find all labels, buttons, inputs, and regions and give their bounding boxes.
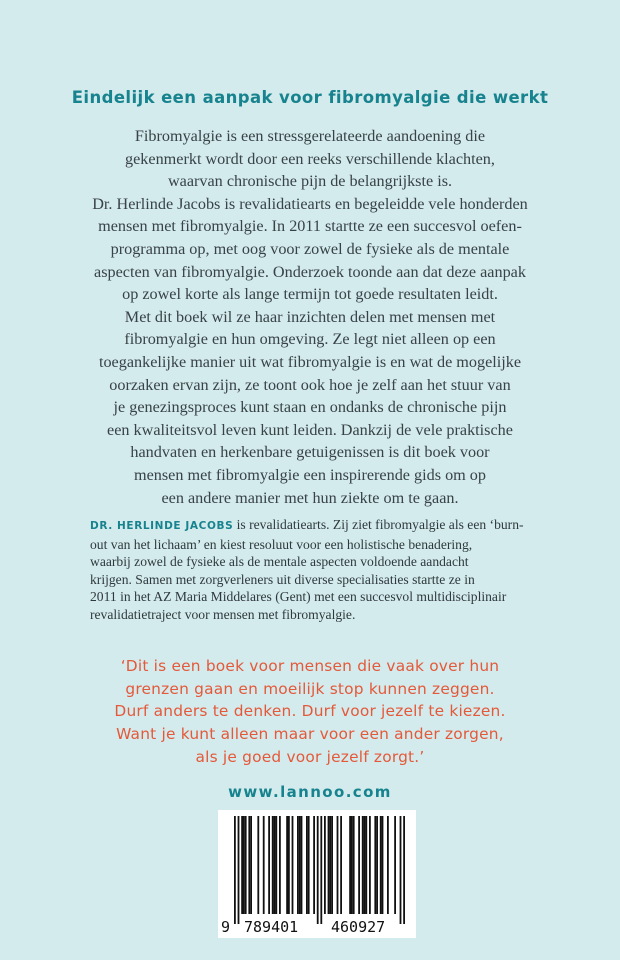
- bio-line: is revalidatiearts. Zij ziet fibromyalgie als een ‘burn-: [233, 517, 524, 532]
- isbn-first-digit: 9: [221, 918, 231, 936]
- quote-line: grenzen gaan en moeilijk stop kunnen zeggen.: [125, 679, 495, 698]
- barcode-bar: [301, 816, 303, 914]
- barcode-bar: [279, 816, 281, 914]
- barcode-bar: [380, 816, 382, 914]
- quote-line: Durf anders te denken. Durf voor jezelf te kiezen.: [114, 702, 506, 721]
- barcode-bar: [234, 816, 236, 924]
- barcode-bar: [263, 816, 265, 914]
- publisher-website: www.lannoo.com: [228, 783, 392, 801]
- intro-line: je genezingsproces kunt staan en ondanks de chronische pijn: [113, 398, 507, 417]
- barcode-bar: [299, 816, 301, 914]
- bio-line: out van het lichaam’ en kiest resoluut voor een holistische benadering,: [90, 536, 473, 552]
- barcode-bar: [329, 816, 331, 914]
- barcode-bar: [369, 816, 371, 914]
- barcode-bar: [241, 816, 243, 914]
- barcode-bar: [250, 816, 252, 914]
- bio-line: waarbij zowel de fysieke als de mentale aspecten voldoende aandacht: [90, 554, 469, 570]
- intro-line: een andere manier met hun ziekte om te gaan.: [161, 488, 459, 507]
- author-bio: [90, 516, 530, 624]
- intro-line: Fibromyalgie is een stressgerelateerde aandoening die: [134, 127, 486, 145]
- intro-line: gekenmerkt wordt door een reeks verschillende klachten,: [125, 149, 495, 168]
- barcode-bar: [358, 816, 360, 914]
- barcode-bar: [275, 816, 277, 914]
- bio-line: revalidatietraject voor mensen met fibromyalgie.: [90, 606, 356, 622]
- intro-line: oorzaken ervan zijn, ze toont ook hoe je zelf aan het stuur van: [109, 375, 511, 394]
- barcode-bar: [331, 816, 333, 914]
- pull-quote: [0, 655, 620, 769]
- barcode-bar: [324, 816, 326, 914]
- isbn-barcode: [218, 810, 416, 938]
- bio-line: krijgen. Samen met zorgverleners uit diverse specialisaties startte ze in: [90, 571, 475, 587]
- intro-line: een kwaliteitsvol leven kunt leiden. Dankzij de vele praktische: [107, 420, 513, 439]
- barcode-bar: [400, 816, 402, 924]
- intro-line: Met dit boek wil ze haar inzichten delen met mensen met: [124, 307, 496, 326]
- barcode-bar: [245, 816, 247, 914]
- barcode-bar: [297, 816, 299, 914]
- barcode-bar: [382, 816, 384, 914]
- barcode-bar: [364, 816, 366, 914]
- quote-line: als je goed voor jezelf zorgt.’: [195, 747, 425, 766]
- intro-line: aspecten van fibromyalgie. Onderzoek toonde aan dat deze aanpak: [94, 262, 526, 281]
- barcode-bar: [238, 816, 240, 924]
- intro-line: toegankelijke manier uit wat fibromyalgie is en wat de mogelijke: [98, 352, 522, 371]
- barcode-bar: [403, 816, 405, 924]
- barcode-bar: [268, 816, 270, 914]
- intro-line: waarvan chronische pijn de belangrijkste is.: [167, 172, 453, 191]
- barcode-bar: [376, 816, 378, 914]
- barcode-bar: [306, 816, 308, 914]
- barcode-bar: [248, 816, 250, 914]
- intro-line: handvaten en herkenbare getuigenissen is dit boek voor: [130, 443, 490, 462]
- barcode-bar: [272, 816, 274, 914]
- quote-line: ‘Dit is een boek voor mensen die vaak over hun: [120, 657, 500, 675]
- barcode-bar: [365, 816, 367, 914]
- barcode-bar: [351, 816, 353, 914]
- barcode-bar: [349, 816, 351, 914]
- intro-line: mensen met fibromyalgie. In 2011 startte ze een succesvol oefen-: [98, 217, 522, 236]
- barcode-bar: [288, 816, 290, 914]
- barcode-bar: [337, 816, 339, 914]
- barcode-bar: [286, 816, 288, 914]
- barcode-bar: [362, 816, 364, 914]
- barcode-bar: [243, 816, 245, 914]
- barcode-bar: [340, 816, 342, 914]
- barcode-bar: [308, 816, 310, 914]
- barcode-bar: [353, 816, 355, 914]
- isbn-right-group: 460927: [331, 918, 386, 936]
- barcode-bar: [257, 816, 259, 914]
- barcode-bar: [320, 816, 322, 924]
- isbn-left-group: 789401: [244, 918, 299, 936]
- intro-line: programma op, met oog voor zowel de fysieke als de mentale: [110, 239, 510, 258]
- barcode-bar: [394, 816, 396, 914]
- barcode-bar: [387, 816, 389, 914]
- barcode-bar: [313, 816, 315, 914]
- intro-line: Dr. Herlinde Jacobs is revalidatiearts en begeleidde vele honderden: [92, 194, 528, 213]
- barcode-bar: [328, 816, 330, 914]
- barcode-bar: [292, 816, 294, 914]
- back-cover-headline: Eindelijk een aanpak voor fibromyalgie die werkt: [71, 88, 549, 107]
- intro-line: mensen met fibromyalgie een inspirerende gids om op: [134, 465, 486, 484]
- barcode-bar: [317, 816, 319, 924]
- author-name: DR. HERLINDE JACOBS: [90, 520, 234, 532]
- intro-paragraph: [60, 125, 560, 509]
- barcode-bar: [374, 816, 376, 914]
- quote-line: Want je kunt alleen maar voor een ander zorgen,: [116, 725, 504, 744]
- barcode-bar: [274, 816, 276, 914]
- bio-line: 2011 in het AZ Maria Middelares (Gent) met een succesvol multidisciplinair: [90, 589, 507, 605]
- intro-line: op zowel korte als lange termijn tot goede resultaten leidt.: [122, 285, 498, 304]
- intro-line: fibromyalgie en hun omgeving. Ze legt niet alleen op een: [124, 330, 496, 349]
